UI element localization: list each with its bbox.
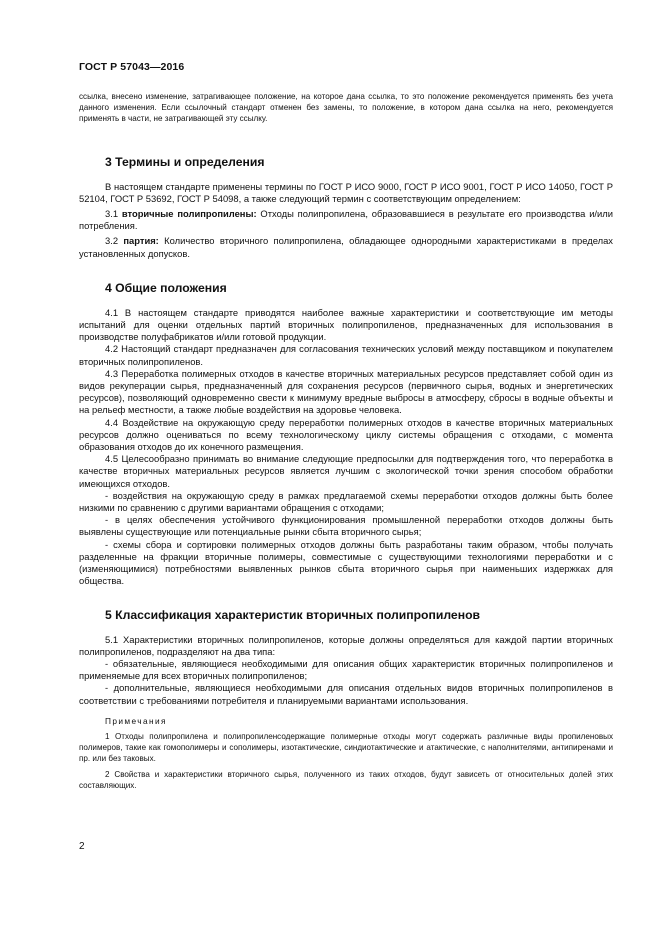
term-3-2 [79,235,613,259]
list-item: - дополнительные, являющиеся необходимыми для описания отдельных видов вторичных полипропиленов в соответствии с требованиями потребителя и планируемыми вариантами использования. [79,682,613,706]
document-body [79,91,613,791]
list-item: - воздействия на окружающую среду в рамках предлагаемой схемы переработки отходов должны быть более низкими по сравнению с другими вариантами обращения с отходами; [79,489,613,514]
term-3-1-definition: Отходы полипропилена, образовавшиеся в результате его производства и/или потребления. [79,208,613,232]
clause-5-1: 5.1 Характеристики вторичных полипропиленов, которые должны определяться для каждой партии вторичных полипропиленов, подразделяют на два типа: [79,633,613,657]
clause-4-1: 4.1 В настоящем стандарте приводятся наиболее важные характеристики и соответствующие им методы испытаний для оценки отдельных партий вторичных полипропиленов, предназначенных для использования в производстве полуфабрикатов и/или готовой продукции. [79,306,613,343]
clause-4-3: 4.3 Переработка полимерных отходов в качестве вторичных материальных ресурсов представляет собой один из видов рекуперации сырья, предназначенный для сохранения ресурсов (первичного сырья, водных и энергетических ресурсов), позволяющий одновременно свести к минимуму вредные выбросы в атмосферу, сбросы в водные объекты и на рельеф местности, а также любые воздействия на здоровье человека. [79,367,613,416]
term-3-1-number: 3.1 [105,208,122,220]
list-item: - обязательные, являющиеся необходимыми для описания общих характеристик вторичных полипропиленов и применяемые для всех вторичных полипропиленов; [79,657,613,682]
list-item: - в целях обеспечения устойчивого функционирования промышленной переработки отходов должны быть выявлены существующие или потенциальные рынки сбыта вторичного сырья; [79,514,613,538]
notes-heading: Примечания [105,715,167,726]
section-4-title: 4 Общие положения [105,280,227,295]
section-3-paragraph: В настоящем стандарте применены термины по ГОСТ Р ИСО 9000, ГОСТ Р ИСО 9001, ГОСТ Р ИСО 14050, ГОСТ Р 52104, ГОСТ Р 53692, ГОСТ Р 54098, а также следующий термин с соответствующим определением: [79,180,613,204]
term-3-1 [79,208,613,232]
section-5-title: 5 Классификация характеристик вторичных полипропиленов [105,607,481,622]
term-3-2-definition: Количество вторичного полипропилена, обладающее однородными характеристиками в пределах установленных допусков. [79,235,613,259]
clause-4-4: 4.4 Воздействие на окружающую среду переработки полимерных отходов в качестве вторичных материальных ресурсов должно оцениваться по всему технологическому циклу системы обращения с отходами, с момента образования отходов до их конечного размещения. [79,416,613,453]
intro-paragraph: ссылка, внесено изменение, затрагивающее положение, на которое дана ссылка, то это положение рекомендуется применять без учета данного изменения. Если ссылочный стандарт отменен без замены, то положение, в котором дана ссылка на него, рекомендуется применять в части, не затрагивающей эту ссылку. [79,92,613,124]
term-3-1-name: вторичные полипропилены: [121,208,257,220]
term-3-2-number: 3.2 [105,235,124,247]
clause-4-5: 4.5 Целесообразно принимать во внимание следующие предпосылки для подтверждения того, что переработка в качестве вторичных материальных ресурсов является лучшим с экологической точки зрения способом обработки имеющихся отходов. [79,453,613,489]
note-1: 1 Отходы полипропилена и полипропиленсодержащие полимерные отходы могут содержать различные виды пропиленовых полимеров, такие как гомополимеры и сополимеры, изотактические, синдиотактические и атактические, с наполнителями, антипиренами и пр. или без таковых. [79,731,613,764]
note-2: 2 Свойства и характеристики вторичного сырья, полученного из таких отходов, будут зависеть от относительных долей этих составляющих. [79,769,613,790]
document-header: ГОСТ Р 57043—2016 [79,61,185,73]
list-item: - схемы сбора и сортировки полимерных отходов должны быть разработаны таким образом, чтобы получать разделенные на фракции вторичные полимеры, совместимые с существующими технологиями переработки и с (изменяющимися) потребностями выявленных рынков сбыта вторичного сырья при наименьших издержках для общества. [79,538,613,587]
section-3-title: 3 Термины и определения [105,154,265,169]
term-3-2-name: партия: [123,235,159,247]
clause-4-2: 4.2 Настоящий стандарт предназначен для согласования технических условий между поставщиком и покупателем вторичных полипропиленов. [79,343,613,367]
page-number: 2 [79,841,85,852]
